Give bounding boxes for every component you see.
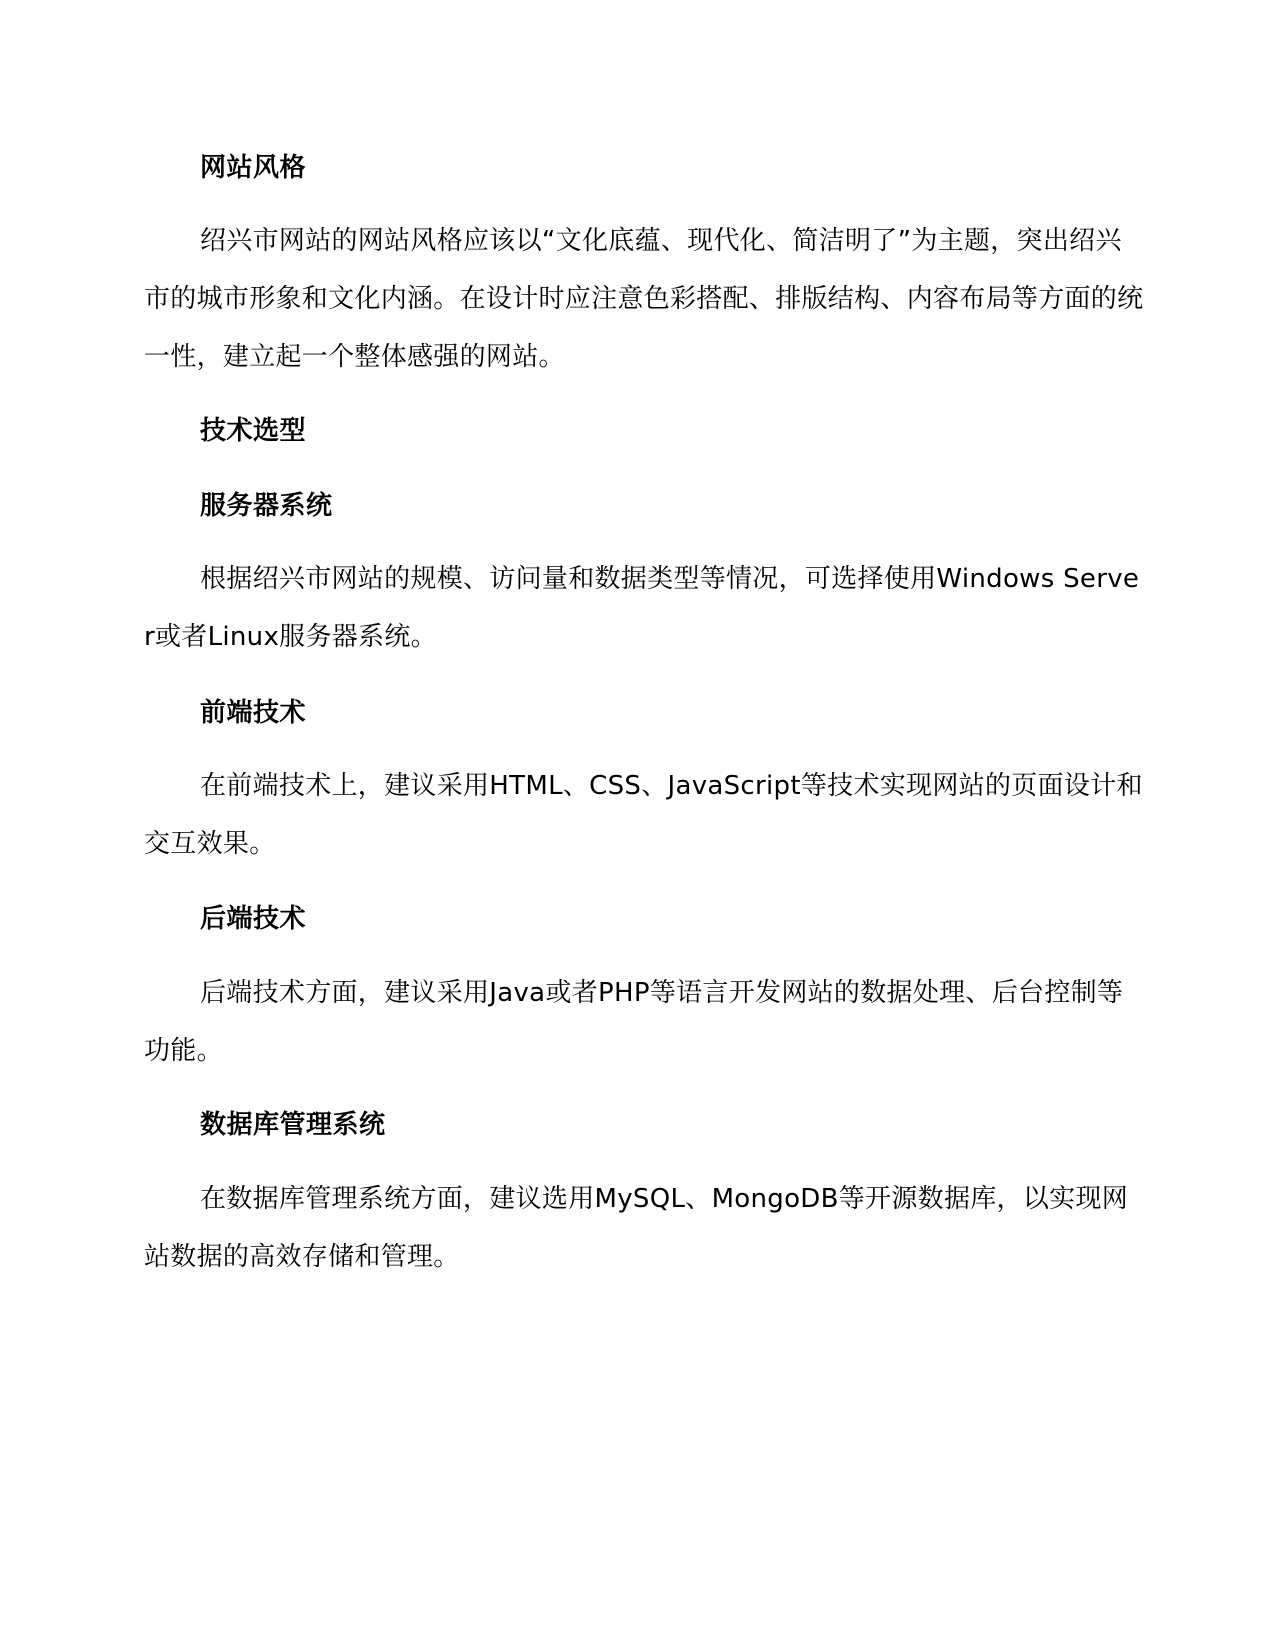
section-heading-server-system: 服务器系统 (200, 491, 333, 521)
section-paragraph-backend: 后端技术方面，建议采用Java或者PHP等语言开发网站的数据处理、后台控制等功能。 (144, 978, 1124, 1066)
section-heading-tech-selection: 技术选型 (200, 416, 307, 446)
section-heading-frontend: 前端技术 (200, 698, 307, 728)
section-paragraph-database: 在数据库管理系统方面，建议选用MySQL、MongoDB等开源数据库，以实现网站数据的高效存储和管理。 (144, 1184, 1129, 1272)
section-paragraph-website-style: 绍兴市网站的网站风格应该以“文化底蕴、现代化、简洁明了”为主题，突出绍兴市的城市形象和文化内涵。在设计时应注意色彩搭配、排版结构、内容布局等方面的统一性，建立起一个整体感强的网站。 (144, 226, 1144, 372)
section-paragraph-frontend: 在前端技术上，建议采用HTML、CSS、JavaScript等技术实现网站的页面设计和交互效果。 (144, 771, 1143, 859)
section-heading-website-style: 网站风格 (200, 153, 307, 183)
section-heading-backend: 后端技术 (200, 904, 307, 934)
section-heading-database: 数据库管理系统 (200, 1110, 386, 1140)
section-paragraph-server-system: 根据绍兴市网站的规模、访问量和数据类型等情况，可选择使用Windows Server或者Linux服务器系统。 (144, 564, 1140, 652)
